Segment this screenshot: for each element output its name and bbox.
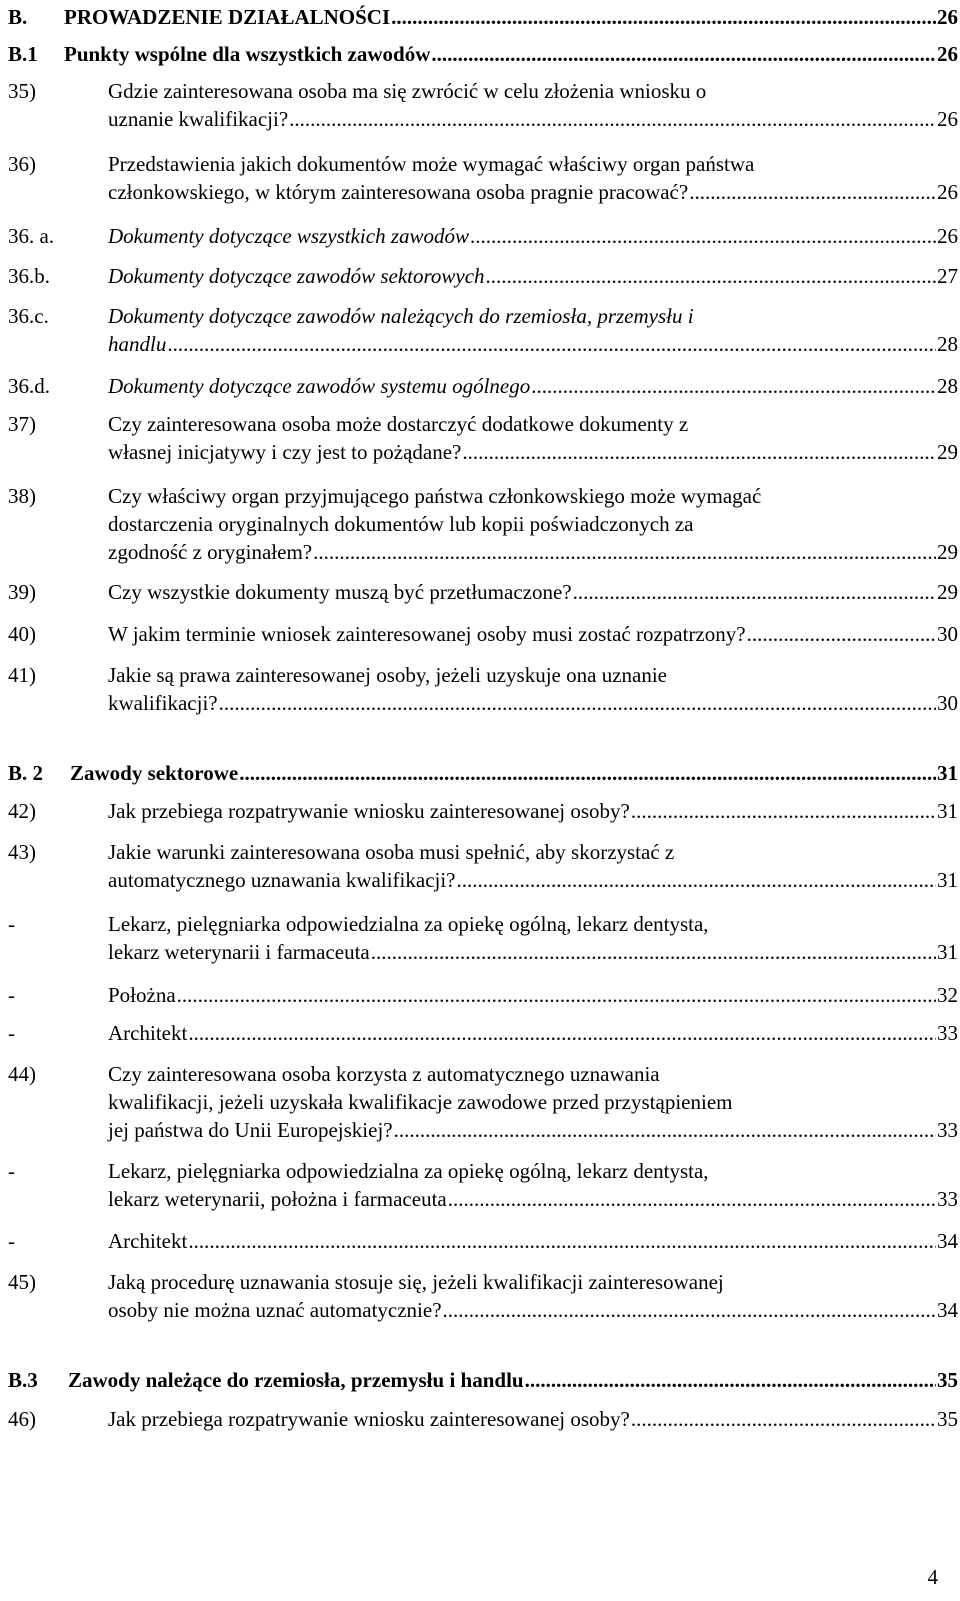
- toc-entry-body: [108, 1227, 958, 1255]
- toc-page-number: 29: [937, 440, 958, 464]
- toc-entry-title: Dokumenty dotyczące zawodów należących do rzemiosła, przemysłu i: [108, 304, 694, 328]
- toc-page-number: 35: [937, 1368, 958, 1392]
- toc-entry-number: -: [8, 983, 15, 1007]
- toc-entry-number: 44): [8, 1062, 36, 1086]
- toc-page-number: 31: [937, 761, 958, 785]
- dot-leader: [394, 1116, 936, 1144]
- dot-leader: [239, 759, 936, 787]
- toc-entry-title: Czy właściwy organ przyjmującego państwa członkowskiego może wymagać: [108, 484, 762, 508]
- toc-page-number: 26: [937, 224, 958, 248]
- toc-entry-number: 36.d.: [8, 374, 50, 398]
- dot-leader: [219, 689, 936, 717]
- toc-entry-number: 43): [8, 840, 36, 864]
- toc-entry-body: [108, 838, 958, 894]
- toc-entry-line: [108, 797, 958, 825]
- toc-page-number: 26: [937, 107, 958, 131]
- toc-entry-line: [108, 661, 958, 689]
- toc-page-number: 26: [937, 5, 958, 29]
- toc-entry-title: Jakie są prawa zainteresowanej osoby, jeżeli uzyskuje ona uznanie: [108, 663, 667, 687]
- toc-entry-body: [108, 302, 958, 358]
- dot-leader: [486, 262, 936, 290]
- toc-entry-number: B.1: [8, 42, 38, 66]
- toc-page-number: 34: [937, 1229, 958, 1253]
- dot-leader: [631, 1405, 936, 1433]
- dot-leader: [313, 538, 936, 566]
- toc-entry-line: [108, 1268, 958, 1296]
- dot-leader: [289, 105, 936, 133]
- toc-entry-title: Zawody należące do rzemiosła, przemysłu i handlu: [68, 1368, 524, 1392]
- toc-entry-body: [108, 910, 958, 966]
- toc-page-number: 26: [937, 180, 958, 204]
- toc-entry-body: [108, 372, 958, 400]
- toc-entry-number: 38): [8, 484, 36, 508]
- toc-entry-title: osoby nie można uznać automatycznie?: [108, 1298, 442, 1322]
- toc-page-number: 31: [937, 799, 958, 823]
- toc-entry-number: -: [8, 1159, 15, 1183]
- toc-entry-title: zgodność z oryginałem?: [108, 540, 313, 564]
- toc-page-number: 27: [937, 264, 958, 288]
- toc-entry-line: [108, 1296, 958, 1324]
- toc-entry-title: dostarczenia oryginalnych dokumentów lub kopii poświadczonych za: [108, 512, 694, 536]
- toc-entry-body: [108, 981, 958, 1009]
- toc-page-number: 33: [937, 1187, 958, 1211]
- toc-entry-line: [108, 222, 958, 250]
- toc-page-number: 33: [937, 1118, 958, 1142]
- toc-entry-line: [108, 105, 958, 133]
- toc-entry-number: 46): [8, 1407, 36, 1431]
- toc-entry-body: [108, 1060, 958, 1144]
- toc-entry-line: [108, 981, 958, 1009]
- dot-leader: [391, 3, 936, 31]
- toc-entry-title: Przedstawienia jakich dokumentów może wymagać właściwy organ państwa: [108, 152, 755, 176]
- toc-page-number: 28: [937, 374, 958, 398]
- toc-entry-body: [108, 578, 958, 606]
- toc-entry-line: [108, 1405, 958, 1433]
- toc-entry-number: 36. a.: [8, 224, 55, 248]
- toc-page-number: 28: [937, 332, 958, 356]
- dot-leader: [188, 1227, 936, 1255]
- toc-entry-line: [64, 3, 958, 31]
- toc-entry-line: [108, 262, 958, 290]
- toc-entry-body: [108, 482, 958, 566]
- toc-entry-line: [64, 40, 958, 68]
- toc-entry-body: [108, 661, 958, 717]
- toc-entry-title: Dokumenty dotyczące wszystkich zawodów: [108, 224, 470, 248]
- toc-entry-title: Architekt: [108, 1021, 188, 1045]
- toc-entry-line: [108, 1227, 958, 1255]
- toc-entry-line: [108, 1088, 958, 1116]
- toc-entry-line: [108, 1060, 958, 1088]
- dot-leader: [525, 1366, 936, 1394]
- toc-entry-number: -: [8, 1229, 15, 1253]
- toc-entry-body: [108, 1405, 958, 1433]
- toc-entry-number: 37): [8, 412, 36, 436]
- toc-entry-number: B.3: [8, 1368, 38, 1392]
- toc-entry-title: uznanie kwalifikacji?: [108, 107, 289, 131]
- toc-entry-line: [108, 330, 958, 358]
- toc-entry-title: Czy wszystkie dokumenty muszą być przetłumaczone?: [108, 580, 572, 604]
- toc-entry-title: handlu: [108, 332, 167, 356]
- toc-entry-line: [108, 1157, 958, 1185]
- dot-leader: [531, 372, 936, 400]
- toc-page-number: 35: [937, 1407, 958, 1431]
- dot-leader: [573, 578, 936, 606]
- toc-entry-body: [108, 1268, 958, 1324]
- dot-leader: [431, 40, 936, 68]
- toc-entry-line: [108, 410, 958, 438]
- toc-entry-title: własnej inicjatywy i czy jest to pożądane?: [108, 440, 462, 464]
- dot-leader: [188, 1019, 936, 1047]
- toc-entry-title: W jakim terminie wniosek zainteresowanej osoby musi zostać rozpatrzony?: [108, 622, 746, 646]
- toc-entry-line: [108, 620, 958, 648]
- toc-entry-line: [108, 689, 958, 717]
- toc-entry-number: 41): [8, 663, 36, 687]
- toc-entry-title: Dokumenty dotyczące zawodów systemu ogólnego: [108, 374, 531, 398]
- toc-entry-title: lekarz weterynarii, położna i farmaceuta: [108, 1187, 447, 1211]
- toc-page-number: 26: [937, 42, 958, 66]
- toc-entry-line: [108, 866, 958, 894]
- toc-entry-line: [108, 77, 958, 105]
- toc-page-number: 29: [937, 540, 958, 564]
- toc-entry-line: [108, 438, 958, 466]
- toc-entry-title: Jaką procedurę uznawania stosuje się, jeżeli kwalifikacji zainteresowanej: [108, 1270, 724, 1294]
- toc-page-number: 30: [937, 691, 958, 715]
- toc-page-number: 34: [937, 1298, 958, 1322]
- toc-entry-line: [108, 578, 958, 606]
- toc-entry-title: Jak przebiega rozpatrywanie wniosku zainteresowanej osoby?: [108, 1407, 630, 1431]
- dot-leader: [448, 1185, 936, 1213]
- toc-entry-line: [108, 482, 958, 510]
- dot-leader: [177, 981, 936, 1009]
- toc-entry-title: Jak przebiega rozpatrywanie wniosku zainteresowanej osoby?: [108, 799, 630, 823]
- toc-entry-body: [68, 1366, 958, 1394]
- toc-entry-line: [108, 538, 958, 566]
- toc-entry-line: [108, 938, 958, 966]
- toc-entry-number: 35): [8, 79, 36, 103]
- toc-entry-line: [108, 910, 958, 938]
- toc-entry-title: Zawody sektorowe: [70, 761, 239, 785]
- toc-entry-title: Gdzie zainteresowana osoba ma się zwrócić w celu złożenia wniosku o: [108, 79, 707, 103]
- dot-leader: [747, 620, 936, 648]
- toc-entry-title: Dokumenty dotyczące zawodów sektorowych: [108, 264, 485, 288]
- toc-entry-number: 36.b.: [8, 264, 50, 288]
- toc-entry-title: Czy zainteresowana osoba może dostarczyć dodatkowe dokumenty z: [108, 412, 689, 436]
- toc-entry-line: [108, 372, 958, 400]
- dot-leader: [443, 1296, 936, 1324]
- toc-entry-line: [108, 150, 958, 178]
- toc-entry-body: [108, 77, 958, 133]
- toc-page-number: 30: [937, 622, 958, 646]
- toc-entry-number: 36): [8, 152, 36, 176]
- toc-entry-body: [108, 1157, 958, 1213]
- toc-entry-number: -: [8, 1021, 15, 1045]
- toc-entry-title: członkowskiego, w którym zainteresowana osoba pragnie pracować?: [108, 180, 689, 204]
- toc-entry-title: jej państwa do Unii Europejskiej?: [108, 1118, 393, 1142]
- toc-entry-body: [108, 797, 958, 825]
- toc-entry-number: B.: [8, 5, 28, 29]
- toc-entry-title: kwalifikacji?: [108, 691, 218, 715]
- toc-entry-body: [108, 620, 958, 648]
- dot-leader: [462, 438, 936, 466]
- toc-entry-body: [70, 759, 958, 787]
- toc-entry-body: [108, 410, 958, 466]
- toc-entry-line: [108, 1185, 958, 1213]
- toc-entry-title: Lekarz, pielęgniarka odpowiedzialna za opiekę ogólną, lekarz dentysta,: [108, 912, 709, 936]
- toc-entry-title: lekarz weterynarii i farmaceuta: [108, 940, 370, 964]
- toc-page-number: 32: [937, 983, 958, 1007]
- dot-leader: [457, 866, 936, 894]
- dot-leader: [167, 330, 936, 358]
- toc-entry-line: [108, 302, 958, 330]
- toc-entry-number: -: [8, 912, 15, 936]
- toc-entry-title: kwalifikacji, jeżeli uzyskała kwalifikacje zawodowe przed przystąpieniem: [108, 1090, 733, 1114]
- toc-entry-title: Jakie warunki zainteresowana osoba musi spełnić, aby skorzystać z: [108, 840, 675, 864]
- toc-page-number: 31: [937, 868, 958, 892]
- toc-entry-line: [108, 178, 958, 206]
- toc-entry-title: Lekarz, pielęgniarka odpowiedzialna za opiekę ogólną, lekarz dentysta,: [108, 1159, 709, 1183]
- dot-leader: [371, 938, 936, 966]
- page-number: 4: [927, 1565, 938, 1589]
- toc-page-number: 31: [937, 940, 958, 964]
- toc-entry-title: Czy zainteresowana osoba korzysta z automatycznego uznawania: [108, 1062, 660, 1086]
- toc-entry-title: Punkty wspólne dla wszystkich zawodów: [64, 42, 431, 66]
- toc-entry-body: [108, 222, 958, 250]
- dot-leader: [631, 797, 936, 825]
- toc-entry-body: [108, 150, 958, 206]
- toc-entry-line: [108, 1116, 958, 1144]
- toc-entry-body: [108, 262, 958, 290]
- toc-entry-number: 45): [8, 1270, 36, 1294]
- toc-entry-title: Architekt: [108, 1229, 188, 1253]
- dot-leader: [689, 178, 936, 206]
- toc-page-number: 33: [937, 1021, 958, 1045]
- toc-entry-number: 40): [8, 622, 36, 646]
- toc-entry-title: PROWADZENIE DZIAŁALNOŚCI: [64, 5, 391, 29]
- toc-entry-number: 39): [8, 580, 36, 604]
- toc-entry-line: [68, 1366, 958, 1394]
- toc-entry-number: B. 2: [8, 761, 44, 785]
- toc-entry-title: Położna: [108, 983, 176, 1007]
- toc-entry-body: [108, 1019, 958, 1047]
- toc-entry-number: 36.c.: [8, 304, 49, 328]
- toc-page-number: 29: [937, 580, 958, 604]
- dot-leader: [470, 222, 936, 250]
- toc-entry-line: [108, 1019, 958, 1047]
- toc-entry-body: [64, 40, 958, 68]
- toc-entry-line: [108, 510, 958, 538]
- toc-entry-title: automatycznego uznawania kwalifikacji?: [108, 868, 456, 892]
- toc-entry-body: [64, 3, 958, 31]
- toc-entry-line: [108, 838, 958, 866]
- toc-entry-number: 42): [8, 799, 36, 823]
- toc-entry-line: [70, 759, 958, 787]
